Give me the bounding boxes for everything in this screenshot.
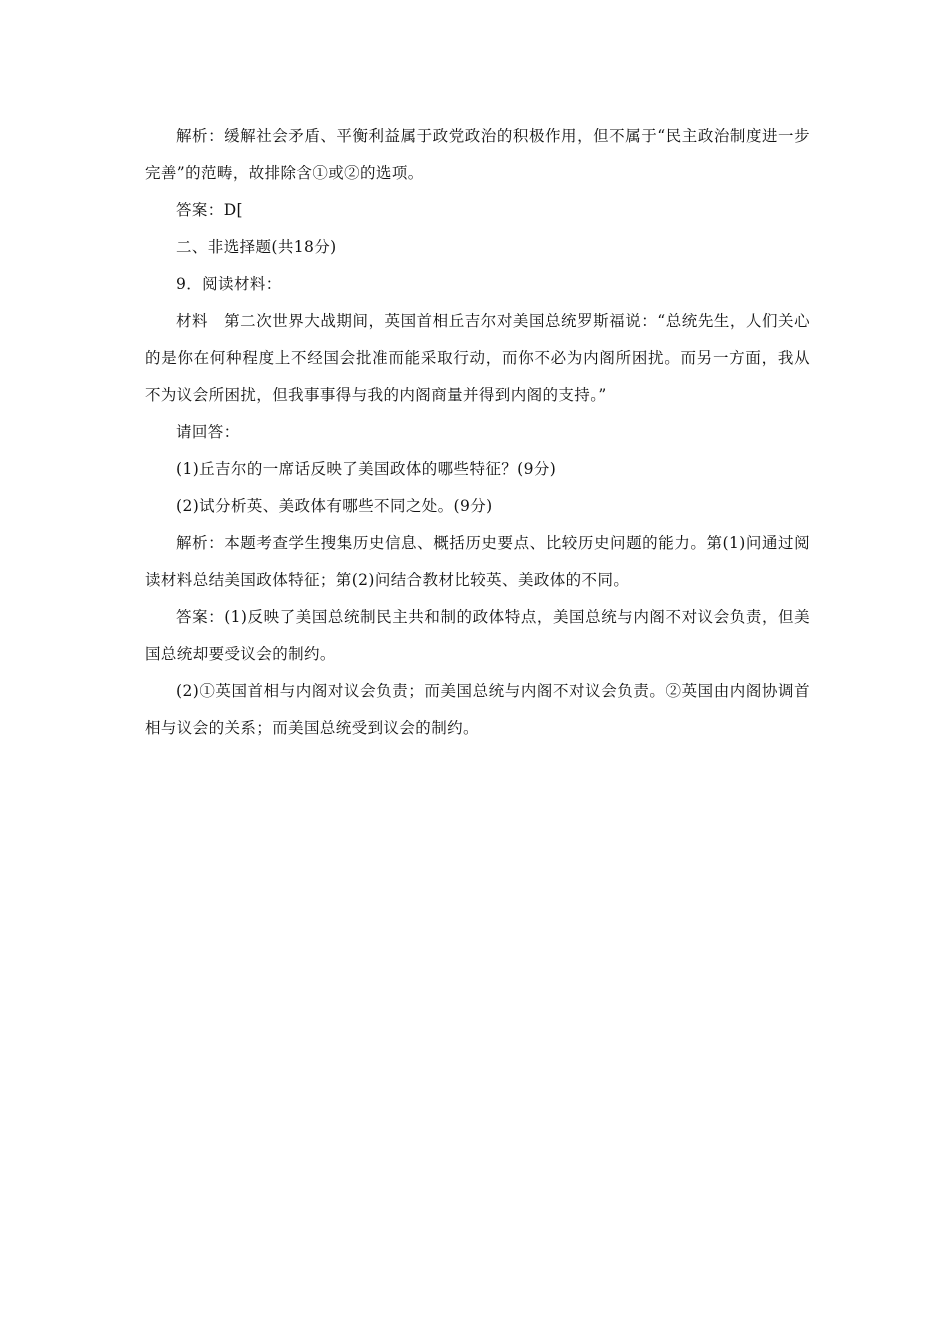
- answer-paragraph-2: (2)①英国首相与内阁对议会负责；而美国总统与内阁不对议会负责。②英国由内阁协调首相与议会的关系；而美国总统受到议会的制约。: [145, 682, 810, 737]
- question-part-1: (1)丘吉尔的一席话反映了美国政体的哪些特征？(9分): [176, 460, 557, 478]
- question-part-2: (2)试分析英、美政体有哪些不同之处。(9分): [176, 497, 493, 515]
- question-9-title: 9．阅读材料：: [176, 275, 282, 293]
- analysis-paragraph-1: 解析：缓解社会矛盾、平衡利益属于政党政治的积极作用，但不属于“民主政治制度进一步完善”的范畴，故排除含①或②的选项。: [145, 127, 810, 182]
- answer-paragraph-1: 答案：(1)反映了美国总统制民主共和制的政体特点，美国总统与内阁不对议会负责，但美国总统却要受议会的制约。: [145, 608, 810, 663]
- analysis-paragraph-2: 解析：本题考查学生搜集历史信息、概括历史要点、比较历史问题的能力。第(1)问通过阅读材料总结美国政体特征；第(2)问结合教材比较英、美政体的不同。: [145, 534, 810, 589]
- material-paragraph: 材料 第二次世界大战期间，英国首相丘吉尔对美国总统罗斯福说：“总统先生，人们关心的是你在何种程度上不经国会批准而能采取行动，而你不必为内阁所困扰。而另一方面，我从不为议会所困扰，但我事事得与我的内阁商量并得到内阁的支持。”: [145, 312, 810, 404]
- document-page: [145, 118, 810, 747]
- section-heading: 二、非选择题(共18分): [176, 238, 337, 256]
- please-answer-label: 请回答：: [176, 423, 240, 441]
- answer-line-1: 答案：D[: [176, 201, 243, 219]
